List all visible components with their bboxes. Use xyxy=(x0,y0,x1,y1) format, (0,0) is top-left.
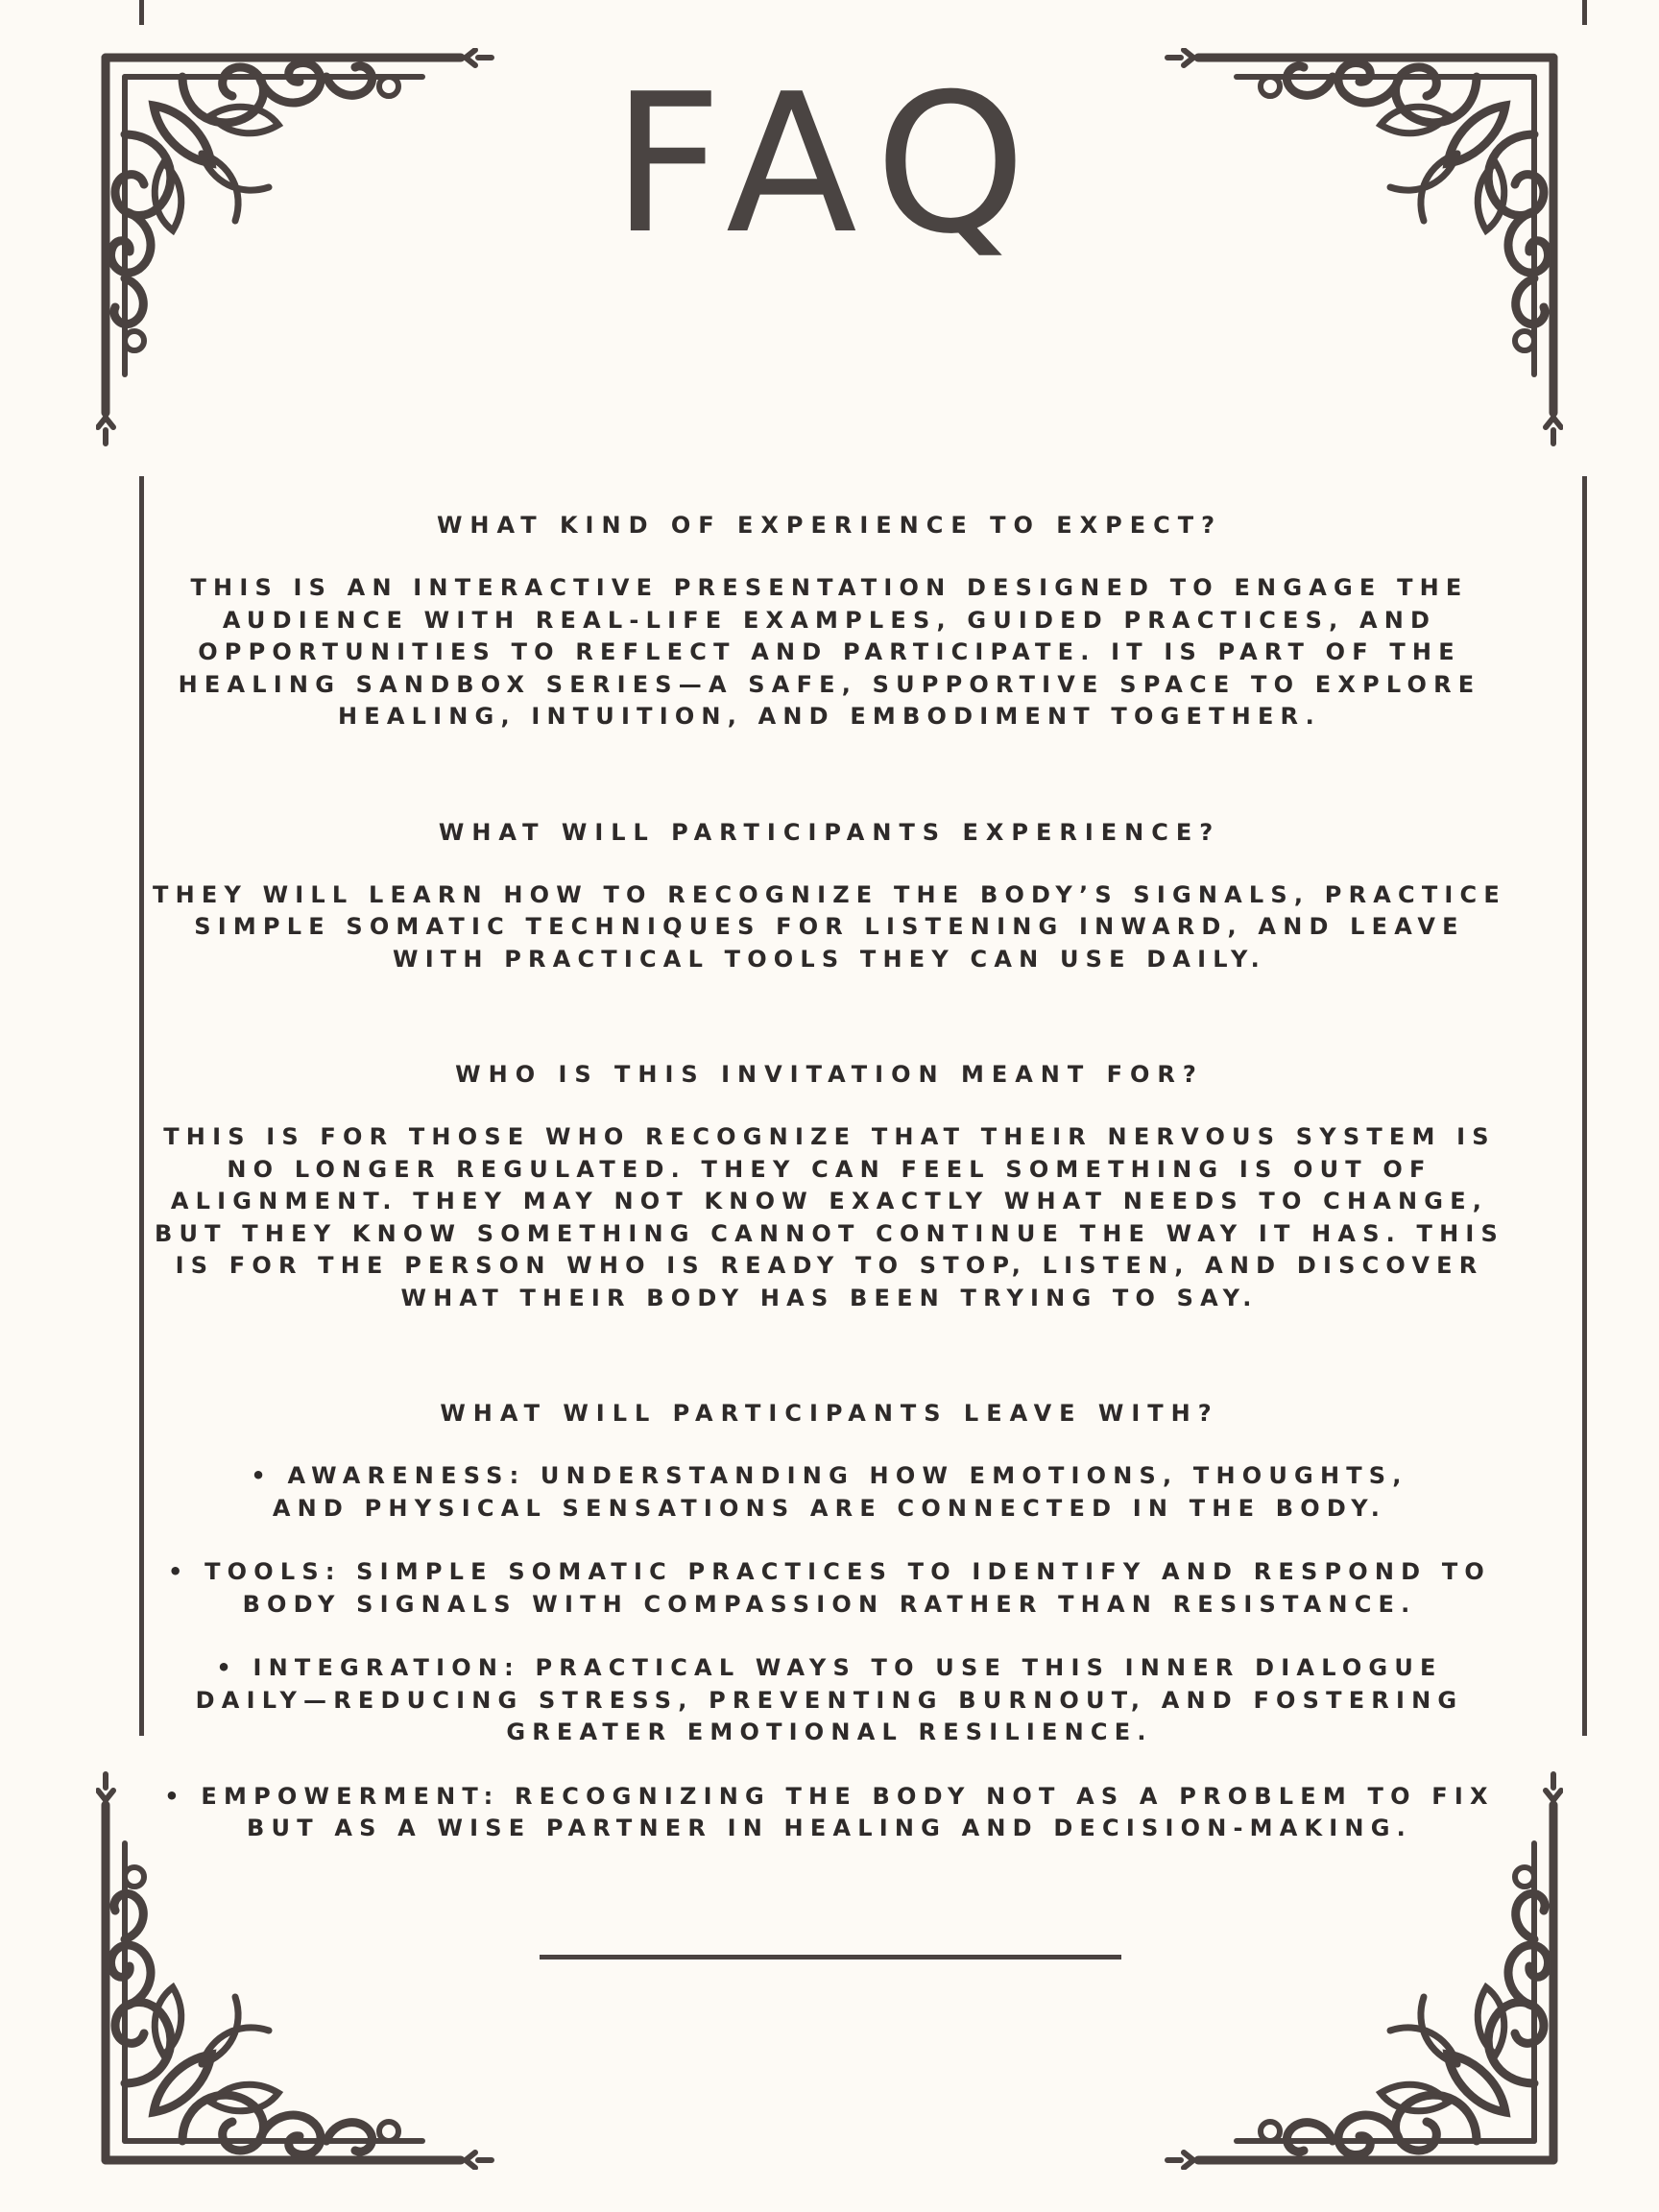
faq-question: WHAT WILL PARTICIPANTS LEAVE WITH? xyxy=(440,1400,1219,1427)
frame-line-right-top xyxy=(1582,0,1587,25)
faq-section-experience xyxy=(144,509,1515,733)
faq-bullet-awareness: • AWARENESS: UNDERSTANDING HOW EMOTIONS, THOUGHTS, AND PHYSICAL SENSATIONS ARE CONNECTED IN THE BODY. xyxy=(251,1462,1408,1522)
faq-bullet-integration: • INTEGRATION: PRACTICAL WAYS TO USE THIS INNER DIALOGUE DAILY—REDUCING STRESS, PREVENTING BURNOUT, AND FOSTERING GREATER EMOTIONAL RESILIENCE. xyxy=(195,1654,1464,1745)
faq-list xyxy=(144,509,1515,1928)
faq-bullet-empowerment: • EMPOWERMENT: RECOGNIZING THE BODY NOT AS A PROBLEM TO FIX BUT AS A WISE PARTNER IN HEALING AND DECISION-MAKING. xyxy=(164,1782,1495,1841)
page-title: FAQ xyxy=(612,53,1047,276)
faq-answer: THIS IS AN INTERACTIVE PRESENTATION DESIGNED TO ENGAGE THE AUDIENCE WITH REAL-LIFE EXAMPLES, GUIDED PRACTICES, AND OPPORTUNITIES TO REFLECT AND PARTICIPATE. IT IS PART OF THE HEALING SANDBOX SERIES—A SAFE, SUPPORTIVE SPACE TO EXPLORE HEALING, INTUITION, AND EMBODIMENT TOGETHER. xyxy=(178,574,1481,730)
faq-section-takeaways xyxy=(144,1397,1515,1845)
faq-answer: THEY WILL LEARN HOW TO RECOGNIZE THE BODY’S SIGNALS, PRACTICE SIMPLE SOMATIC TECHNIQUES FOR LISTENING INWARD, AND LEAVE WITH PRACTICAL TOOLS THEY CAN USE DAILY. xyxy=(153,880,1506,973)
faq-question: WHAT KIND OF EXPERIENCE TO EXPECT? xyxy=(436,512,1223,539)
faq-bullet-tools: • TOOLS: SIMPLE SOMATIC PRACTICES TO IDENTIFY AND RESPOND TO BODY SIGNALS WITH COMPASSION RATHER THAN RESISTANCE. xyxy=(167,1558,1491,1618)
frame-line-left-top xyxy=(139,0,144,25)
faq-section-audience xyxy=(144,1058,1515,1314)
faq-question: WHAT WILL PARTICIPANTS EXPERIENCE? xyxy=(438,818,1221,846)
frame-line-right xyxy=(1582,476,1587,1736)
faq-answer: THIS IS FOR THOSE WHO RECOGNIZE THAT THEIR NERVOUS SYSTEM IS NO LONGER REGULATED. THEY CAN FEEL SOMETHING IS OUT OF ALIGNMENT. THEY MAY NOT KNOW EXACTLY WHAT NEEDS TO CHANGE, BUT THEY KNOW SOMETHING CANNOT CONTINUE THE WAY IT HAS. THIS IS FOR THE PERSON WHO IS READY TO STOP, LISTEN, AND DISCOVER WHAT THEIR BODY HAS BEEN TRYING TO SAY. xyxy=(154,1123,1505,1311)
faq-question: WHO IS THIS INVITATION MEANT FOR? xyxy=(455,1061,1204,1088)
faq-section-participants-experience xyxy=(144,816,1515,976)
bottom-divider xyxy=(540,1955,1121,1960)
